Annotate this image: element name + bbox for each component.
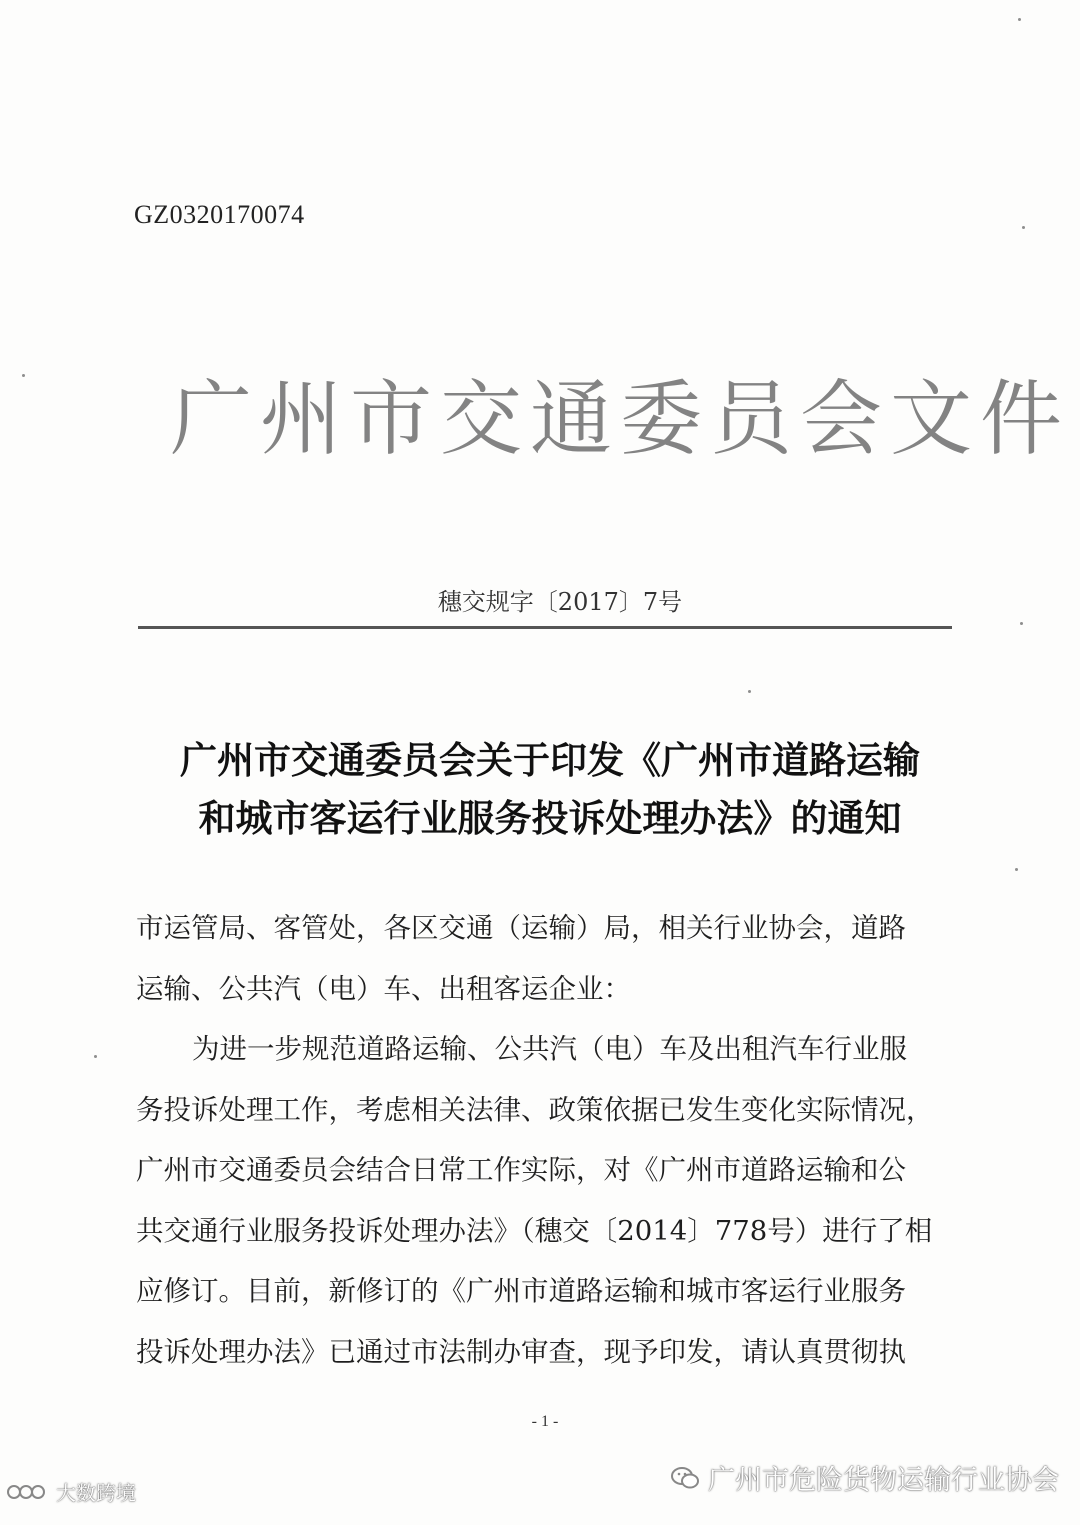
scan-speck (94, 1055, 97, 1058)
page-number: - 1 - (531, 1413, 559, 1430)
scan-speck (1018, 18, 1021, 21)
body-line-7: 应修订。目前，新修订的《广州市道路运输和城市客运行业服务 (136, 1275, 906, 1307)
wechat-icon (670, 1465, 700, 1491)
platform-name: 大数跨境 (56, 1481, 136, 1505)
document-code: GZ0320170074 (134, 200, 305, 229)
scan-speck (748, 690, 751, 693)
body-line-1: 市运管局、客管处，各区交通（运输）局，相关行业协会，道路 (136, 912, 906, 944)
scan-speck (1022, 226, 1025, 229)
body-line-5: 广州市交通委员会结合日常工作实际，对《广州市道路运输和公 (136, 1154, 906, 1186)
document-body (136, 898, 942, 1382)
body-line-3: 为进一步规范道路运输、公共汽（电）车及出租汽车行业服 (192, 1033, 907, 1065)
header-divider (138, 626, 952, 629)
platform-logo-icon (6, 1481, 50, 1503)
body-line-8: 投诉处理办法》已通过市法制办审查，现予印发，请认真贯彻执 (136, 1335, 906, 1368)
body-line-4: 务投诉处理工作，考虑相关法律、政策依据已发生变化实际情况， (136, 1093, 934, 1126)
wechat-account-name: 广州市危险货物运输行业协会 (708, 1465, 1059, 1496)
document-title (100, 732, 1000, 848)
document-number: 穗交规字〔2017〕7号 (437, 588, 683, 616)
platform-watermark (6, 1477, 136, 1506)
wechat-watermark (670, 1458, 1059, 1497)
body-line-6: 共交通行业服务投诉处理办法》（穗交〔2014〕778号）进行了相 (136, 1214, 933, 1247)
body-line-2: 运输、公共汽（电）车、出租客运企业： (136, 972, 631, 1005)
title-line-2: 和城市客运行业服务投诉处理办法》的通知 (198, 797, 902, 840)
scan-speck (1015, 868, 1018, 871)
title-line-1: 广州市交通委员会关于印发《广州市道路运输 (180, 739, 920, 782)
scan-speck (22, 374, 25, 377)
document-masthead: 广州市交通委员会文件 (170, 372, 1071, 467)
scan-speck (1020, 622, 1023, 625)
